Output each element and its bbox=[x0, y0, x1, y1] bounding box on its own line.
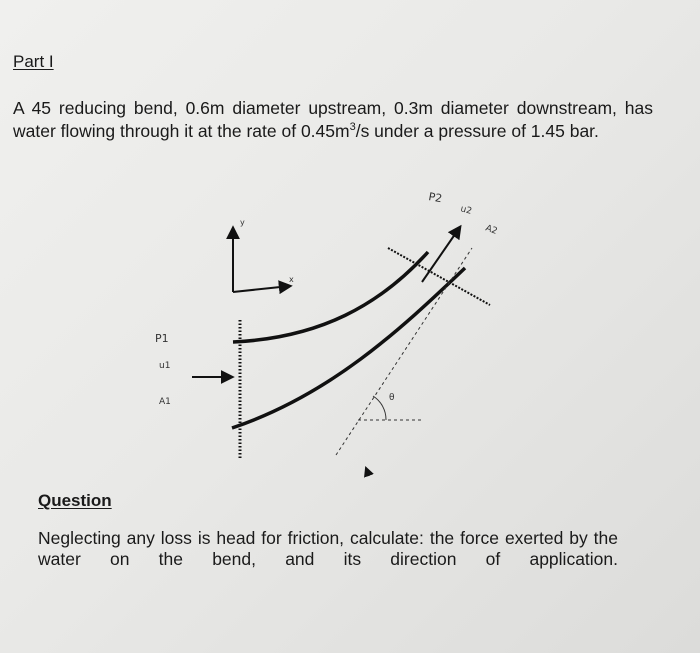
x-axis-label: x bbox=[289, 275, 294, 284]
problem-statement bbox=[13, 97, 653, 143]
angle-theta-label: θ bbox=[389, 393, 395, 403]
p2-label: P2 bbox=[427, 190, 444, 206]
angle-reference-inclined bbox=[336, 248, 472, 455]
p1-label: P1 bbox=[155, 332, 169, 345]
a1-label: A1 bbox=[159, 397, 171, 407]
u2-label: u2 bbox=[459, 204, 473, 217]
pipe-lower-wall bbox=[232, 268, 465, 428]
small-direction-arrow bbox=[366, 468, 369, 476]
cubic-superscript: 3 bbox=[349, 121, 356, 134]
question-heading: Question bbox=[38, 491, 112, 510]
x-axis-line bbox=[233, 286, 290, 292]
a2-label: A2 bbox=[483, 223, 499, 237]
problem-statement-main: A 45 reducing bend, 0.6m diameter upstream, 0.3m diameter downstream, has water flowing through it at the rate of 0.45m bbox=[13, 98, 653, 141]
angle-arc bbox=[373, 396, 386, 420]
problem-statement-tail: /s under a pressure of 1.45 bar. bbox=[355, 121, 599, 141]
reducing-bend-diagram bbox=[140, 180, 520, 490]
question-text: Neglecting any loss is head for friction, calculate: the force exerted by the water on the bend, and its direction of application. bbox=[38, 528, 618, 569]
u1-label: u1 bbox=[159, 361, 171, 371]
part-heading: Part I bbox=[13, 52, 54, 71]
y-axis-label: y bbox=[240, 218, 245, 227]
